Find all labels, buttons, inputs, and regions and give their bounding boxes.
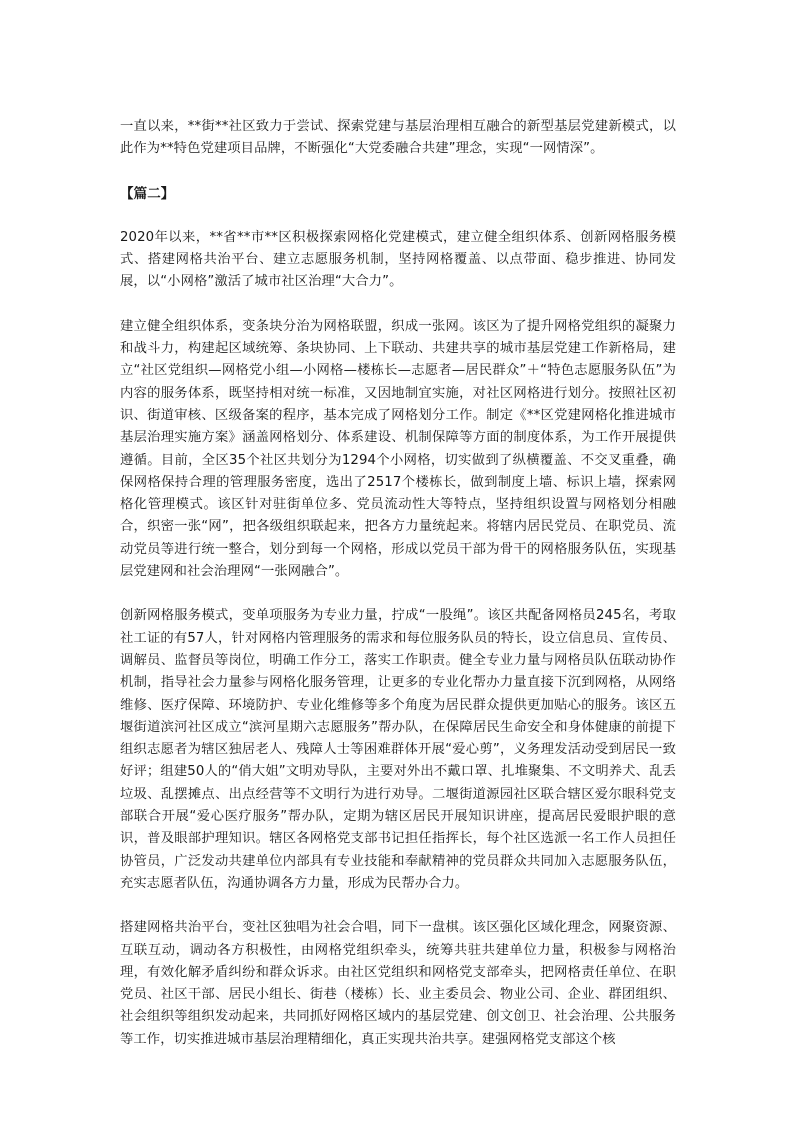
document-page xyxy=(120,116,676,1073)
intro-paragraph: 一直以来，**街**社区致力于尝试、探索党建与基层治理相互融合的新型基层党建新模式，以此作为**特色党建项目品牌，不断强化“大党委融合共建”理念，实现“一网情深”。 xyxy=(120,119,676,157)
paragraph-2: 建立健全组织体系，变条块分治为网格联盟，织成一张网。该区为了提升网格党组织的凝聚力和战斗力，构建起区域统筹、条块协同、上下联动、共建共享的城市基层党建工作新格局，建立“社区党组织—网格党小组—小网格—楼栋长—志愿者—居民群众”＋“特色志愿服务队伍”为内容的服务体系，既坚持相对统一标准，又因地制宜实施，对社区网格进行划分。按照社区初识、街道审核、区级备案的程序，基本完成了网格划分工作。制定《**区党建网格化推进城市基层治理实施方案》涵盖网格划分、体系建设、机制保障等方面的制度体系，为工作开展提供遵循。目前，全区35个社区共划分为1294个小网格，切实做到了纵横覆盖、不交叉重叠，确保网格保持合理的管理服务密度，选出了2517个楼栋长，做到制度上墙、标识上墙，探索网格化管理模式。该区针对驻街单位多、党员流动性大等特点，坚持组织设置与网格划分相融合，织密一张“网”，把各级组织联起来，把各方力量统起来。将辖内居民党员、在职党员、流动党员等进行统一整合，划分到每一个网格，形成以党员干部为骨干的网格服务队伍，实现基层党建网和社会治理网“一张网融合”。 xyxy=(120,318,676,580)
paragraph-1: 2020年以来，**省**市**区积极探索网格化党建模式，建立健全组织体系、创新网格服务模式、搭建网格共治平台、建立志愿服务机制，坚持网格覆盖、以点带面、稳步推进、协同发展，以“小网格”激活了城市社区治理“大合力”。 xyxy=(120,229,676,290)
paragraph-3: 创新网格服务模式，变单项服务为专业力量，拧成“一股绳”。该区共配备网格员245名，考取社工证的有57人，针对网格内管理服务的需求和每位服务队员的特长，设立信息员、宣传员、调解员、监督员等岗位，明确工作分工，落实工作职责。健全专业力量与网格员队伍联动协作机制，指导社会力量参与网格化服务管理，让更多的专业化帮办力量直接下沉到网格，从网络维修、医疗保障、环境防护、专业化维修等多个角度为居民群众提供更加贴心的服务。该区五堰街道滨河社区成立“滨河星期六志愿服务”帮办队，在保障居民生命安全和身体健康的前提下组织志愿者为辖区独居老人、残障人士等困难群体开展“爱心剪”，义务理发活动受到居民一致好评；组建50人的“俏大姐”文明劝导队，主要对外出不戴口罩、扎堆聚集、不文明养犬、乱丢垃圾、乱摆摊点、出点经营等不文明行为进行劝导。二堰街道源园社区联合辖区爱尔眼科党支部联合开展“爱心医疗服务”帮办队，定期为辖区居民开展知识讲座，提高居民爱眼护眼的意识，普及眼部护理知识。辖区各网格党支部书记担任指挥长，每个社区选派一名工作人员担任协管员，广泛发动共建单位内部具有专业技能和奉献精神的党员群众共同加入志愿服务队伍，充实志愿者队伍，沟通协调各方力量，形成为民帮办合力。 xyxy=(120,608,676,891)
paragraph-4: 搭建网格共治平台，变社区独唱为社会合唱，同下一盘棋。该区强化区域化理念，网聚资源、互联互动，调动各方积极性，由网格党组织牵头，统筹共驻共建单位力量，积极参与网格治理，有效化解矛盾纠纷和群众诉求。由社区党组织和网格党支部牵头，把网格责任单位、在职党员、社区干部、居民小组长、街巷（楼栋）长、业主委员会、物业公司、企业、群团组织、社会组织等组织发动起来，共同抓好网格区域内的基层党建、创文创卫、社会治理、公共服务等工作，切实推进城市基层治理精细化，真正实现共治共享。建强网格党支部这个核 xyxy=(120,920,676,1047)
section-heading: 【篇二】 xyxy=(120,185,175,202)
